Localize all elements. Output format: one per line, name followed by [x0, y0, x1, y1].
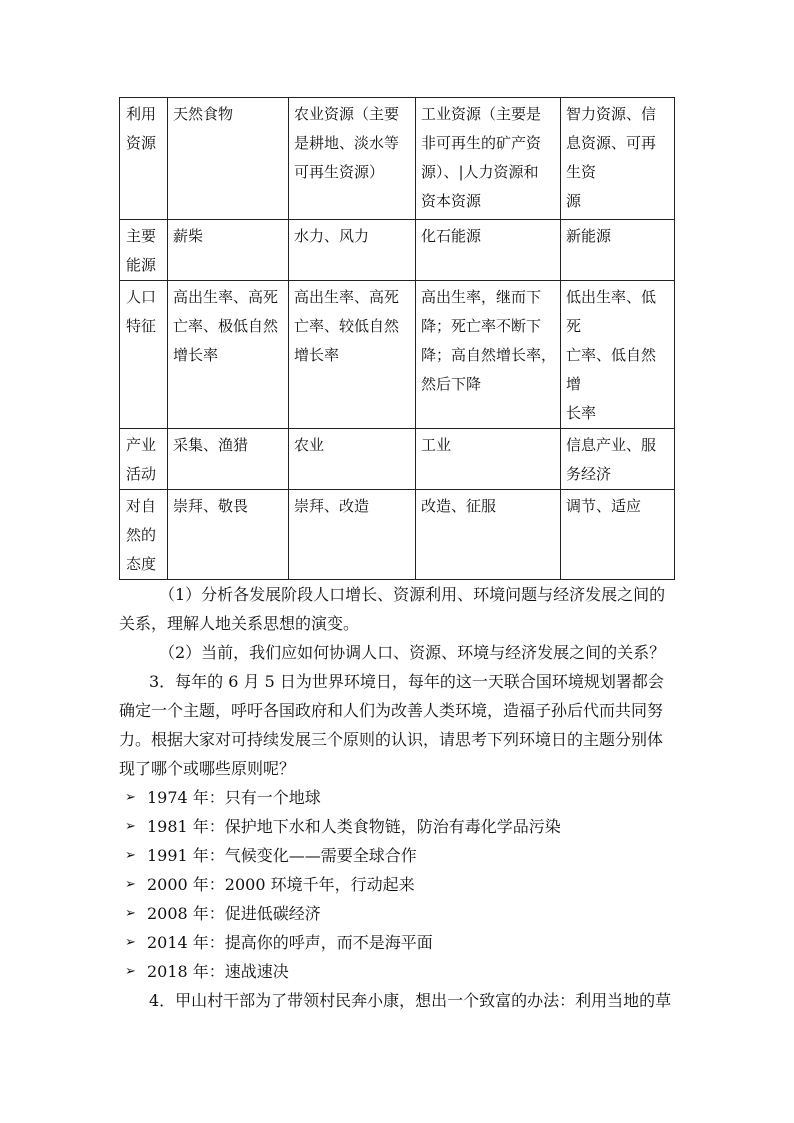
row-header-text: 活动 [126, 465, 157, 483]
cell-text: 生资 [566, 163, 597, 181]
table-cell [561, 429, 675, 490]
cell-text: 工业 [421, 436, 452, 454]
cell-text: 水力、风力 [294, 227, 370, 245]
table-row [120, 281, 675, 429]
cell-text: 高出生率、高死 [173, 288, 279, 306]
cell-text: 天然食物 [173, 105, 234, 123]
table-cell [561, 98, 675, 220]
table-cell [416, 429, 561, 490]
cell-text: 然后下降 [421, 375, 482, 393]
cell-text: 亡率、较低自然 [294, 317, 400, 335]
row-header-text: 利用 [126, 105, 157, 123]
cell-text: 采集、渔猎 [173, 436, 249, 454]
row-header-text: 主要 [126, 227, 157, 245]
arrow-bullet-icon: ➢ [125, 848, 136, 863]
arrow-bullet-icon: ➢ [125, 935, 136, 950]
cell-text: 是耕地、淡水等 [294, 134, 400, 152]
cell-text: 改造、征服 [421, 497, 497, 515]
table-cell [416, 490, 561, 580]
row-header-cell [120, 429, 168, 490]
question-2: （2）当前，我们应如何协调人口、资源、环境与经济发展之间的关系？ [159, 643, 666, 662]
questions-block [119, 580, 675, 1015]
arrow-bullet-icon: ➢ [125, 790, 136, 805]
list-item [119, 957, 675, 986]
table-cell [289, 281, 416, 429]
question-1: （1）分析各发展阶段人口增长、资源利用、环境问题与经济发展之间的关系，理解人地关系思想的演变。 [119, 585, 666, 633]
list-item [119, 841, 675, 870]
row-header-cell [120, 490, 168, 580]
row-header-cell [120, 98, 168, 220]
row-header-text: 然的 [126, 526, 157, 544]
cell-text: 源 [566, 192, 582, 210]
cell-text: 增 [566, 375, 582, 393]
table-cell [561, 490, 675, 580]
topic-text: 1974 年：只有一个地球 [147, 788, 321, 807]
row-header-cell [120, 220, 168, 281]
table-cell [168, 98, 289, 220]
table-cell [416, 220, 561, 281]
table-cell [561, 281, 675, 429]
arrow-bullet-icon: ➢ [125, 819, 136, 834]
row-header-text: 资源 [126, 134, 157, 152]
cell-text: 信息产业、服 [566, 436, 657, 454]
question-4: 4．甲山村干部为了带领村民奔小康，想出一个致富的办法：利用当地的草 [149, 991, 672, 1010]
cell-text: 亡率、极低自然 [173, 317, 279, 335]
cell-text: 化石能源 [421, 227, 482, 245]
cell-text: 增长率 [294, 346, 340, 364]
row-header-text: 态度 [126, 555, 157, 573]
arrow-bullet-icon: ➢ [125, 964, 136, 979]
cell-text: 死 [566, 317, 582, 335]
table-row [120, 98, 675, 220]
table-cell [168, 429, 289, 490]
cell-text: 调节、适应 [566, 497, 642, 515]
cell-text: 务经济 [566, 465, 612, 483]
environment-day-topics-list [119, 783, 675, 986]
row-header-text: 对自 [126, 497, 157, 515]
row-header-cell [120, 281, 168, 429]
table-cell [168, 490, 289, 580]
cell-text: 资本资源 [421, 192, 482, 210]
table-cell [289, 490, 416, 580]
cell-text: 工业资源（主要是 [421, 105, 542, 123]
cell-text: 高出生率，继而下 [421, 288, 542, 306]
cell-text: 降；死亡率不断下 [421, 317, 542, 335]
cell-text: 薪柴 [173, 227, 204, 245]
cell-text: 亡率、低自然 [566, 346, 657, 364]
topic-text: 1981 年：保护地下水和人类食物链，防治有毒化学品污染 [147, 817, 561, 836]
topic-text: 2014 年：提高你的呼声，而不是海平面 [147, 933, 433, 952]
cell-text: 低出生率、低 [566, 288, 657, 306]
row-header-text: 人口 [126, 288, 157, 306]
table-cell [168, 281, 289, 429]
arrow-bullet-icon: ➢ [125, 877, 136, 892]
table-cell [561, 220, 675, 281]
row-header-text: 产业 [126, 436, 157, 454]
cell-text: 增长率 [173, 346, 219, 364]
table-cell [289, 429, 416, 490]
question-3: 3．每年的 6 月 5 日为世界环境日，每年的这一天联合国环境规划署都会确定一个主题，呼吁各国政府和人们为改善人类环境，造福子孙后代而共同努力。根据大家对可持续发展三个原则的认识，请思考下列环境日的主题分别体现了哪个或哪些原则呢？ [119, 672, 664, 778]
table-row [120, 429, 675, 490]
topic-text: 2000 年：2000 环境千年，行动起来 [147, 875, 415, 894]
cell-text: 新能源 [566, 227, 612, 245]
cell-text: 息资源、可再 [566, 134, 657, 152]
list-item [119, 928, 675, 957]
table-row [120, 220, 675, 281]
topic-text: 2018 年：速战速决 [147, 962, 289, 981]
table-row [120, 490, 675, 580]
cell-text: 长率 [566, 404, 597, 422]
cell-text: 高出生率、高死 [294, 288, 400, 306]
table-cell [416, 281, 561, 429]
table-cell [168, 220, 289, 281]
cell-text: 崇拜、敬畏 [173, 497, 249, 515]
topic-text: 2008 年：促进低碳经济 [147, 904, 321, 923]
row-header-text: 能源 [126, 256, 157, 274]
table-cell [289, 220, 416, 281]
topic-text: 1991 年：气候变化——需要全球合作 [147, 846, 417, 865]
cell-text: 智力资源、信 [566, 105, 657, 123]
cell-text: 非可再生的矿产资 [421, 134, 542, 152]
arrow-bullet-icon: ➢ [125, 906, 136, 921]
cell-text: 降；高自然增长率， [421, 346, 557, 364]
cell-text: 农业 [294, 436, 325, 454]
cell-text: 农业资源（主要 [294, 105, 400, 123]
list-item [119, 783, 675, 812]
list-item [119, 899, 675, 928]
list-item [119, 812, 675, 841]
development-stages-table [119, 97, 675, 580]
table-cell [416, 98, 561, 220]
cell-text: 可再生资源） [294, 163, 385, 181]
row-header-text: 特征 [126, 317, 157, 335]
list-item [119, 870, 675, 899]
table-cell [289, 98, 416, 220]
cell-text: 崇拜、改造 [294, 497, 370, 515]
cell-text: 源）、|人力资源和 [421, 163, 539, 181]
